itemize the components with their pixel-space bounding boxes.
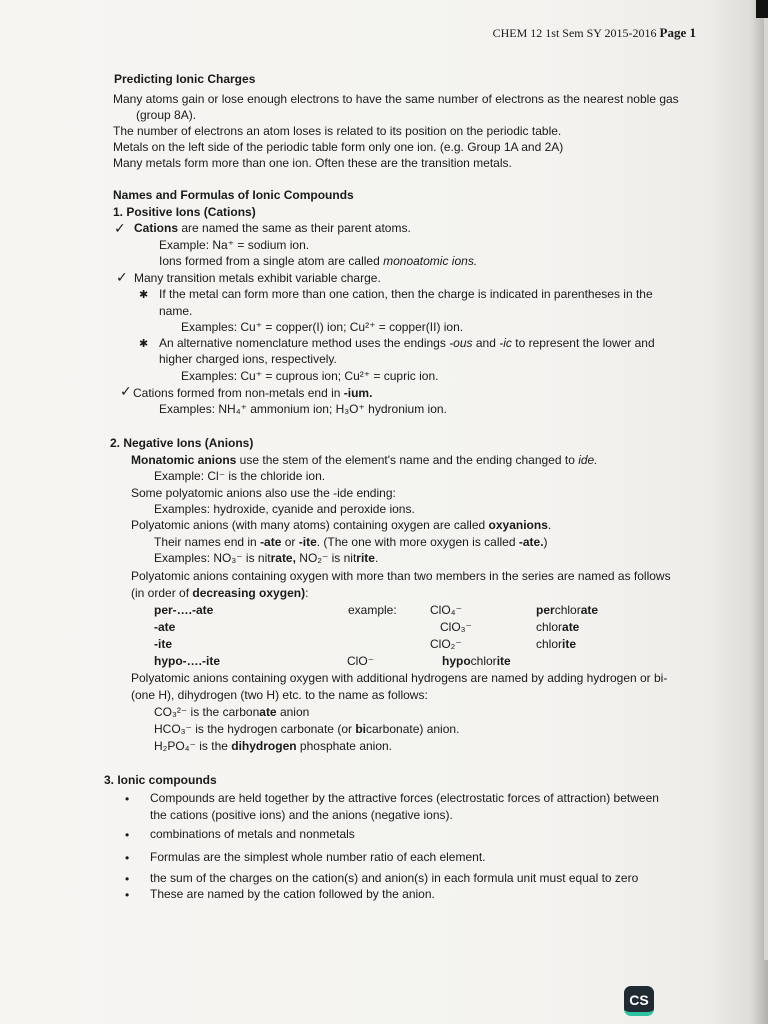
text-line: CO₃²⁻ is the carbonate anion	[154, 705, 310, 719]
bullet-icon: •	[125, 888, 130, 902]
text-line: (in order of decreasing oxygen):	[131, 586, 309, 600]
text-line: Examples: hydroxide, cyanide and peroxide ions.	[154, 502, 415, 516]
text-line: Cations are named the same as their parent atoms.	[134, 221, 411, 235]
suffix-cell: per-….-ate	[154, 603, 214, 617]
text-line: Polyatomic anions containing oxygen with additional hydrogens are named by adding hydrogen or bi-	[131, 671, 668, 685]
text-line: Polyatomic anions (with many atoms) containing oxygen are called oxyanions.	[131, 518, 552, 532]
text-line: Cations formed from non-metals end in -ium.	[133, 386, 373, 400]
section-title: Predicting Ionic Charges	[114, 72, 256, 86]
text-line: An alternative nomenclature method uses the endings -ous and -ic to represent the lower and	[159, 336, 655, 350]
suffix-cell: -ate	[154, 620, 176, 634]
text-line: higher charged ions, respectively.	[159, 352, 337, 366]
text-line: combinations of metals and nonmetals	[150, 827, 355, 841]
bullet-icon: •	[125, 872, 130, 886]
text-line: Metals on the left side of the periodic table form only one ion. (e.g. Group 1A and 2A)	[113, 140, 564, 154]
text-line: HCO₃⁻ is the hydrogen carbonate (or bicarbonate) anion.	[154, 722, 460, 736]
text-line: The number of electrons an atom loses is related to its position on the periodic table.	[113, 124, 562, 138]
text-line: Many metals form more than one ion. Often these are the transition metals.	[113, 156, 512, 170]
subsection-title: 1. Positive Ions (Cations)	[113, 205, 256, 219]
text-line: H₂PO₄⁻ is the dihydrogen phosphate anion.	[154, 739, 393, 753]
suffix-cell: -ite	[154, 637, 172, 651]
text-line: Their names end in -ate or -ite. (The one with more oxygen is called -ate.)	[154, 535, 548, 549]
page-header: CHEM 12 1st Sem SY 2015-2016 Page 1	[492, 25, 696, 40]
name-cell: chlorite	[536, 637, 577, 651]
name-cell: hypochlorite	[442, 654, 511, 668]
formula-cell: ClO₃⁻	[440, 620, 472, 634]
bullet-icon: •	[125, 851, 130, 865]
text-line: These are named by the cation followed by the anion.	[150, 887, 435, 901]
formula-cell: ClO⁻	[347, 654, 374, 668]
cross-icon: ✱	[139, 338, 149, 350]
text-line: Formulas are the simplest whole number ratio of each element.	[150, 850, 486, 864]
page-corner-tab	[756, 0, 768, 18]
text-line: name.	[159, 304, 193, 318]
text-line: (one H), dihydrogen (two H) etc. to the name as follows:	[131, 688, 428, 702]
text-line: Examples: NO₃⁻ is nitrate, NO₂⁻ is nitrite.	[154, 551, 379, 565]
text-line: Many atoms gain or lose enough electrons to have the same number of electrons as the nearest noble gas	[113, 92, 679, 106]
subsection-title: 3. Ionic compounds	[104, 773, 217, 787]
text-line: Monatomic anions use the stem of the element's name and the ending changed to ide.	[131, 453, 598, 467]
section-title: Names and Formulas of Ionic Compounds	[113, 188, 354, 202]
name-cell: perchlorate	[536, 603, 599, 617]
text-line: Example: Na⁺ = sodium ion.	[159, 238, 310, 252]
formula-cell: ClO₄⁻	[430, 603, 462, 617]
text-line: Ions formed from a single atom are called monoatomic ions.	[159, 254, 478, 268]
page-margin-line	[764, 0, 768, 960]
bullet-icon: •	[125, 828, 130, 842]
example-label: example:	[348, 603, 397, 617]
text-line: Examples: NH₄⁺ ammonium ion; H₃O⁺ hydronium ion.	[159, 402, 447, 416]
cross-icon: ✱	[139, 289, 149, 301]
page-edge-shadow	[710, 0, 768, 1024]
check-icon: ✓	[116, 269, 128, 285]
text-line: the sum of the charges on the cation(s) and anion(s) in each formula unit must equal to zero	[150, 871, 639, 885]
check-icon: ✓	[120, 383, 132, 399]
formula-cell: ClO₂⁻	[430, 637, 462, 651]
subsection-title: 2. Negative Ions (Anions)	[110, 436, 254, 450]
text-line: the cations (positive ions) and the anions (negative ions).	[150, 808, 453, 822]
text-line: Many transition metals exhibit variable charge.	[134, 271, 381, 285]
text-line: Examples: Cu⁺ = copper(I) ion; Cu²⁺ = copper(II) ion.	[181, 320, 464, 334]
text-line: Polyatomic anions containing oxygen with more than two members in the series are named as follows	[131, 569, 671, 583]
text-line: If the metal can form more than one cation, then the charge is indicated in parentheses in the	[159, 287, 653, 301]
text-line: Some polyatomic anions also use the -ide ending:	[131, 486, 396, 500]
text-line: (group 8A).	[136, 108, 197, 122]
text-line: Examples: Cu⁺ = cuprous ion; Cu²⁺ = cupric ion.	[181, 369, 439, 383]
check-icon: ✓	[114, 220, 126, 236]
bullet-icon: •	[125, 792, 130, 806]
suffix-cell: hypo-….-ite	[154, 654, 220, 668]
text-line: Compounds are held together by the attractive forces (electrostatic forces of attraction) between	[150, 791, 659, 805]
camscanner-logo: CS	[624, 986, 654, 1016]
name-cell: chlorate	[536, 620, 580, 634]
text-line: Example: Cl⁻ is the chloride ion.	[154, 469, 326, 483]
